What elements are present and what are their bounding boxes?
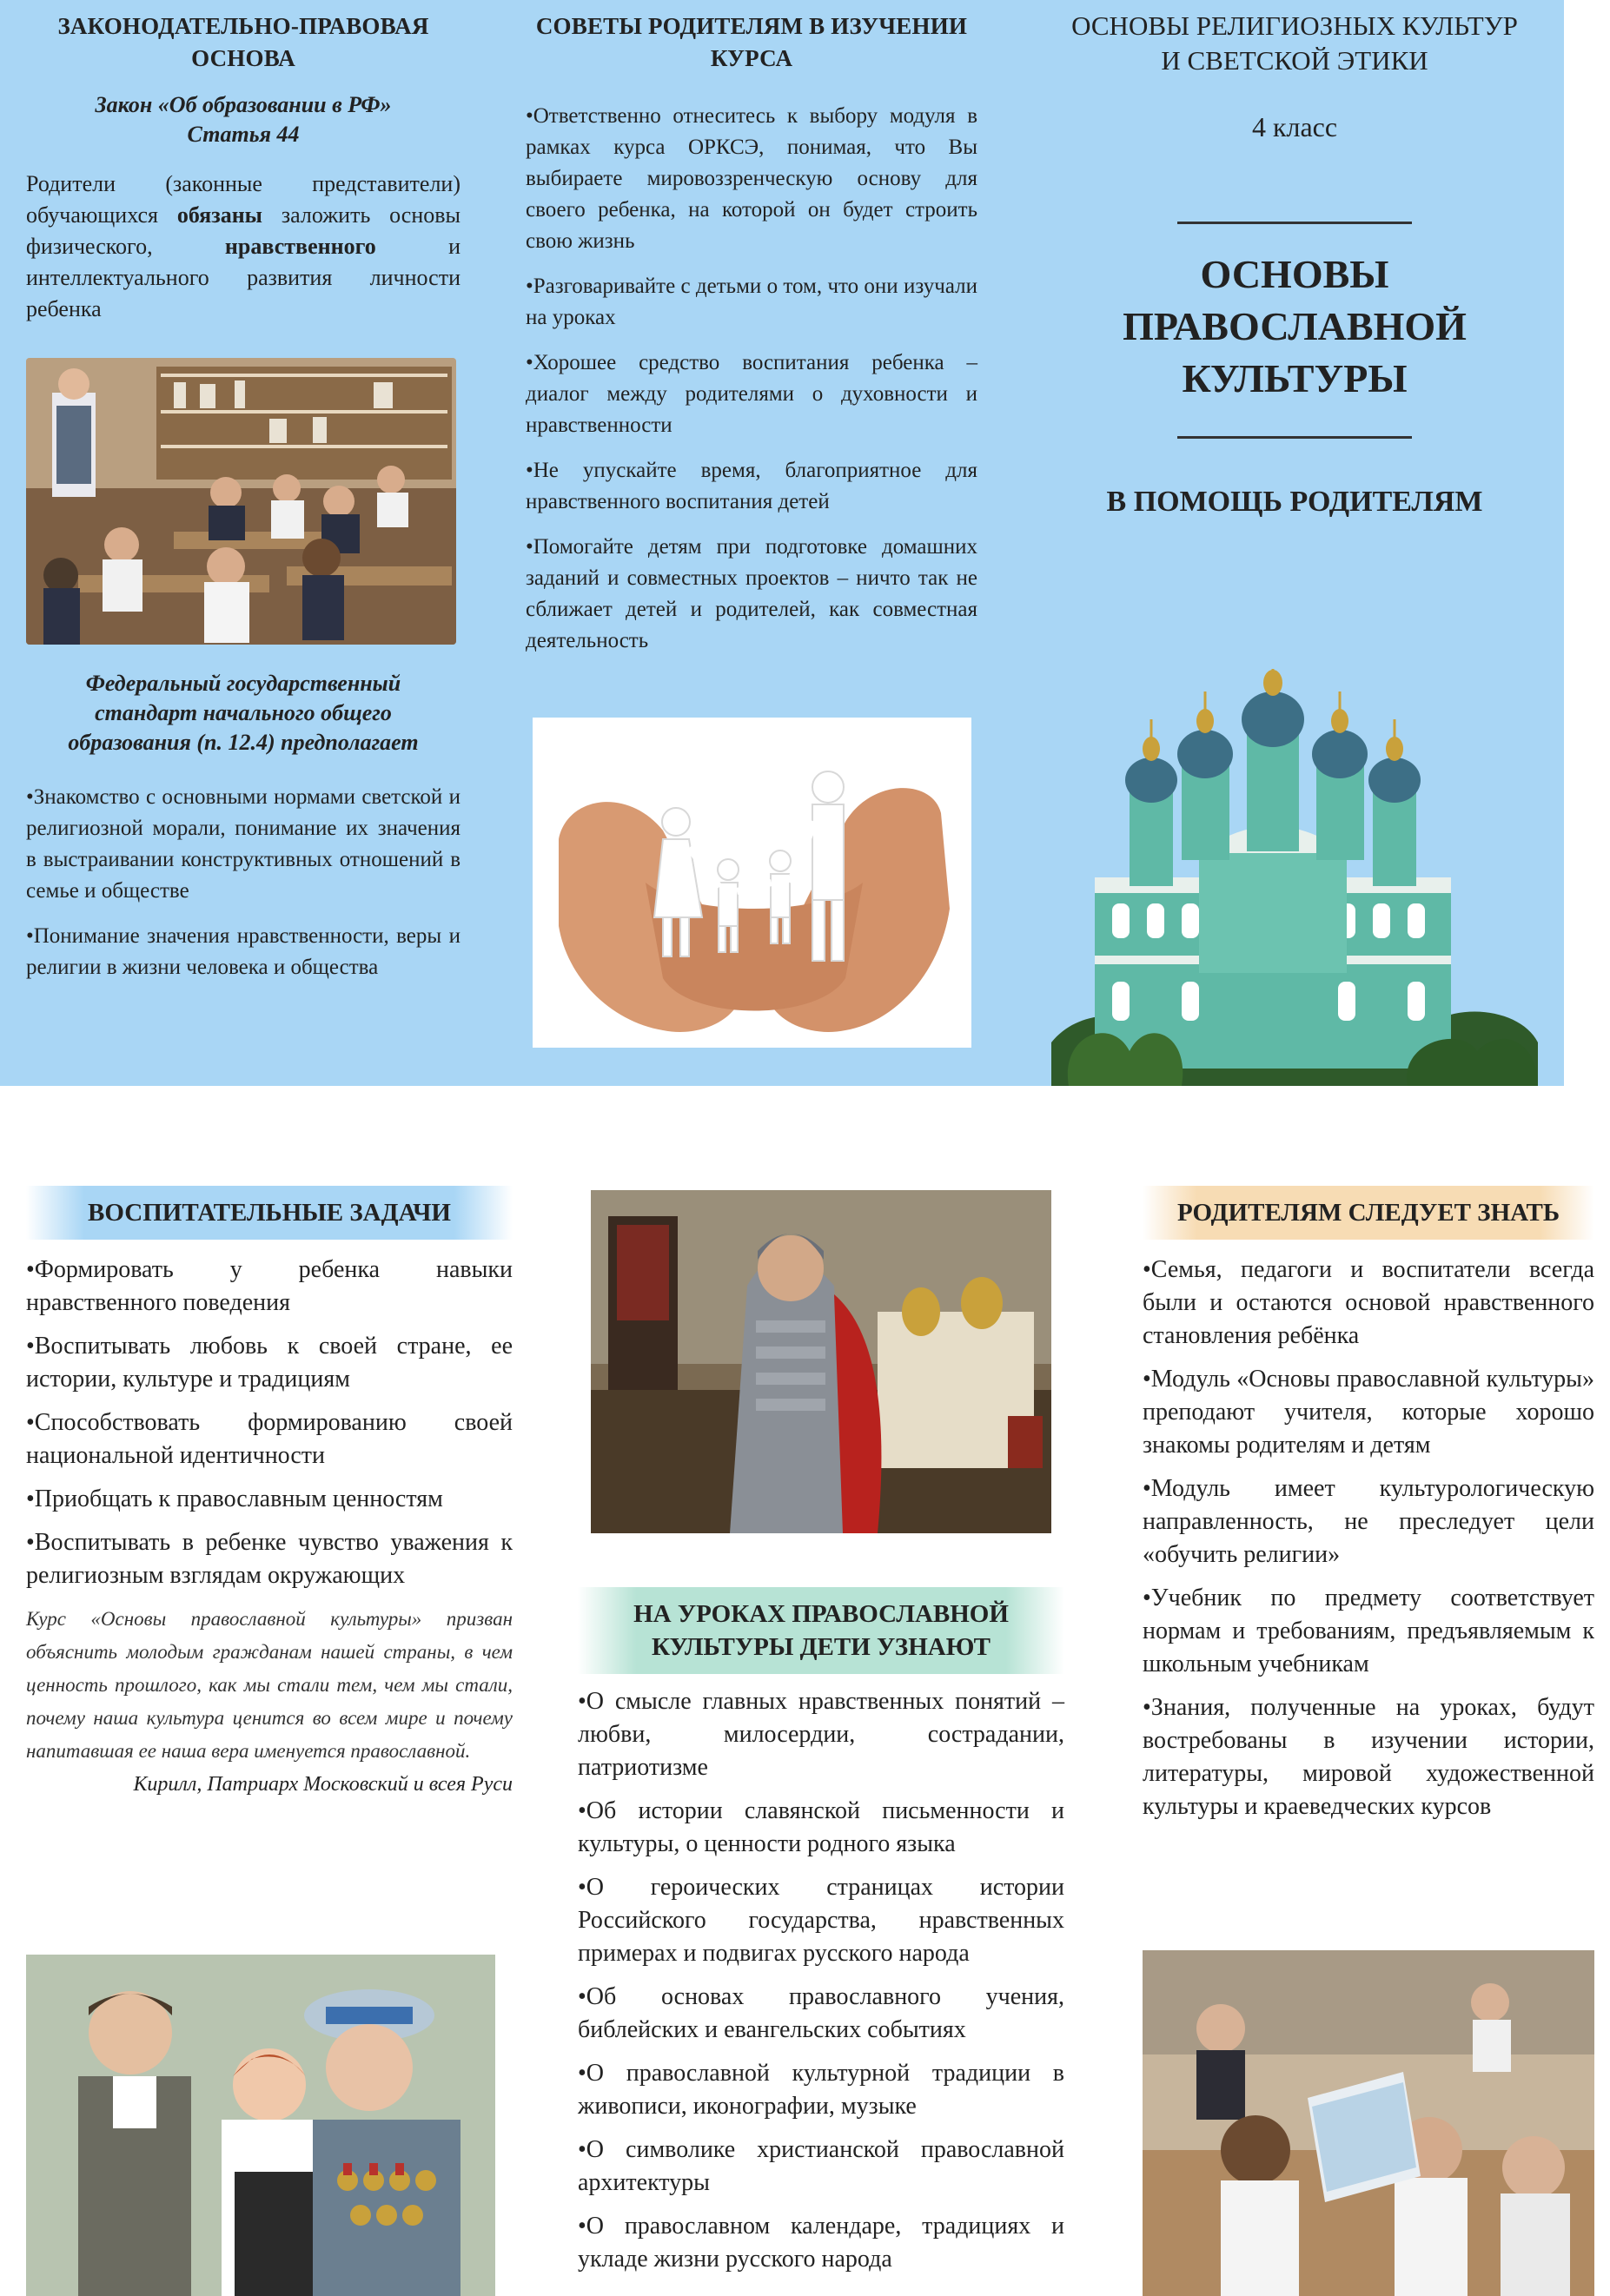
hands-family-photo xyxy=(533,718,971,1048)
hands-illustration xyxy=(533,718,971,1048)
task-item: •Воспитывать любовь к своей стране, ее истории, культуре и традициям xyxy=(26,1333,513,1393)
students-illustration xyxy=(1143,1950,1594,2296)
classroom-photo xyxy=(26,358,456,645)
advice-item: •Не упускайте время, благоприятное для нравственного воспитания детей xyxy=(526,459,977,513)
task-item: •Воспитывать в ребенке чувство уважения к религиозным взглядам окружающих xyxy=(26,1529,513,1589)
law-text xyxy=(26,169,460,325)
fgos-title: Федеральный государственный стандарт начального общего образования (п. 12.4) предполагает xyxy=(68,671,419,755)
divider-top xyxy=(1177,222,1412,224)
advice-list xyxy=(526,101,977,657)
tasks-heading: ВОСПИТАТЕЛЬНЫЕ ЗАДАЧИ xyxy=(26,1186,513,1240)
students-reading-photo xyxy=(1143,1950,1594,2296)
law-text-part: и интеллектуального развития личности ребенка xyxy=(26,234,460,321)
task-item: •Формировать у ребенка навыки нравственного поведения xyxy=(26,1256,513,1316)
advice-item: •Хорошее средство воспитания ребенка – диалог между родителями о духовности и нравственности xyxy=(526,351,977,437)
parents-item: •Модуль «Основы православной культуры» преподают учителя, которые хорошо знакомы родителям и детям xyxy=(1143,1366,1594,1459)
patriarch-quote: Курс «Основы православной культуры» призван объяснить молодым гражданам нашей страны, в чем ценность прошлого, как мы стали тем, чем мы стали, почему наша культура ценится во всем мире и почему напитавшая ее наша вера именуется православной. xyxy=(26,1608,513,1762)
advice-heading: СОВЕТЫ РОДИТЕЛЯМ В ИЗУЧЕНИИ КУРСА xyxy=(535,13,968,71)
law-text-emphasis: нравственного xyxy=(224,234,376,259)
legal-basis-heading: ЗАКОНОДАТЕЛЬНО-ПРАВОВАЯ ОСНОВА xyxy=(57,13,429,71)
advice-item: •Ответственно отнеситесь к выбору модуля в рамках курса ОРКСЭ, понимая, что Вы выбираете мировоззренческую основу для своего ребенка, на которой он будет строить свою жизнь xyxy=(526,104,977,253)
painting-illustration xyxy=(591,1190,1051,1533)
alexander-nevsky-painting xyxy=(591,1190,1051,1533)
leaflet-inner-side xyxy=(0,1142,1610,2296)
course-name: ОСНОВЫ РЕЛИГИОЗНЫХ КУЛЬТУР И СВЕТСКОЙ ЭТИКИ xyxy=(1071,10,1518,76)
lesson-item: •О героических страницах истории Российского государства, нравственных примерах и подвигах русского народа xyxy=(578,1874,1064,1967)
leaflet-outer-side xyxy=(0,0,1564,1086)
lesson-item: •О православной культурной традиции в живописи, иконографии, музыке xyxy=(578,2060,1064,2120)
educational-tasks-panel xyxy=(26,1142,513,1799)
parents-list xyxy=(1143,1254,1594,1823)
advice-item: •Разговаривайте с детьми о том, что они изучали на уроках xyxy=(526,275,977,329)
parents-heading: РОДИТЕЛЯМ СЛЕДУЕТ ЗНАТЬ xyxy=(1143,1186,1594,1240)
veteran-illustration xyxy=(26,1955,495,2296)
cover-subtitle: В ПОМОЩЬ РОДИТЕЛЯМ xyxy=(1106,486,1483,518)
fgos-list xyxy=(26,782,460,997)
law-text-emphasis: обязаны xyxy=(176,202,262,228)
parents-item: •Учебник по предмету соответствует нормам и требованиям, предъявляемым к школьным учебникам xyxy=(1143,1585,1594,1677)
parents-item: •Модуль имеет культурологическую направленность, не преследует цели «обучить религии» xyxy=(1143,1475,1594,1568)
law-title: Закон «Об образовании в РФ» Статья 44 xyxy=(95,92,392,147)
classroom-illustration xyxy=(26,358,456,645)
lesson-item: •Об истории славянской письменности и культуры, о ценности родного языка xyxy=(578,1797,1064,1857)
lesson-item: •О смысле главных нравственных понятий – любви, милосердии, сострадании, патриотизме xyxy=(578,1688,1064,1781)
lessons-heading: НА УРОКАХ ПРАВОСЛАВНОЙ КУЛЬТУРЫ ДЕТИ УЗНАЮТ xyxy=(578,1587,1064,1674)
fgos-item: •Знакомство с основными нормами светской и религиозной морали, понимание их значения в выстраивании конструктивных отношений в семье и обществе xyxy=(26,785,460,903)
tasks-list xyxy=(26,1254,513,1592)
task-item: •Способствовать формированию своей национальной идентичности xyxy=(26,1409,513,1469)
law-text-part: Родители (законные представители) обучающихся xyxy=(26,171,460,228)
lesson-item: •Об основах православного учения, библейских и евангельских событиях xyxy=(578,1983,1064,2043)
fgos-item: •Понимание значения нравственности, веры и религии в жизни человека и общества xyxy=(26,924,460,979)
advice-item: •Помогайте детям при подготовке домашних заданий и совместных проектов – ничто так не сближает детей и родителей, как совместная деятельность xyxy=(526,535,977,652)
lessons-list xyxy=(578,1685,1064,2286)
divider-bottom xyxy=(1177,436,1412,439)
quote-author: Кирилл, Патриарх Московский и всея Руси xyxy=(133,1773,513,1796)
lesson-item: •О символике христианской православной архитектуры xyxy=(578,2136,1064,2196)
grade-label: 4 класс xyxy=(1251,111,1338,142)
parents-item: •Знания, полученные на уроках, будут востребованы в изучении истории, литературы, мировой художественной культуры и краеведческих курсов xyxy=(1143,1694,1594,1820)
law-text-part: заложить основы физического, xyxy=(26,202,461,259)
lesson-item: •О православном календаре, традициях и укладе жизни русского народа xyxy=(578,2213,1064,2273)
cathedral-image xyxy=(1051,669,1538,1086)
cover-title: ОСНОВЫ ПРАВОСЛАВНОЙ КУЛЬТУРЫ xyxy=(1123,252,1467,400)
cathedral-illustration xyxy=(1051,669,1538,1086)
parents-item: •Семья, педагоги и воспитатели всегда были и остаются основой нравственного становления ребёнка xyxy=(1143,1256,1594,1349)
veteran-children-photo xyxy=(26,1955,495,2296)
parents-should-know-panel xyxy=(1143,1142,1594,1834)
task-item: •Приобщать к православным ценностям xyxy=(26,1485,443,1512)
